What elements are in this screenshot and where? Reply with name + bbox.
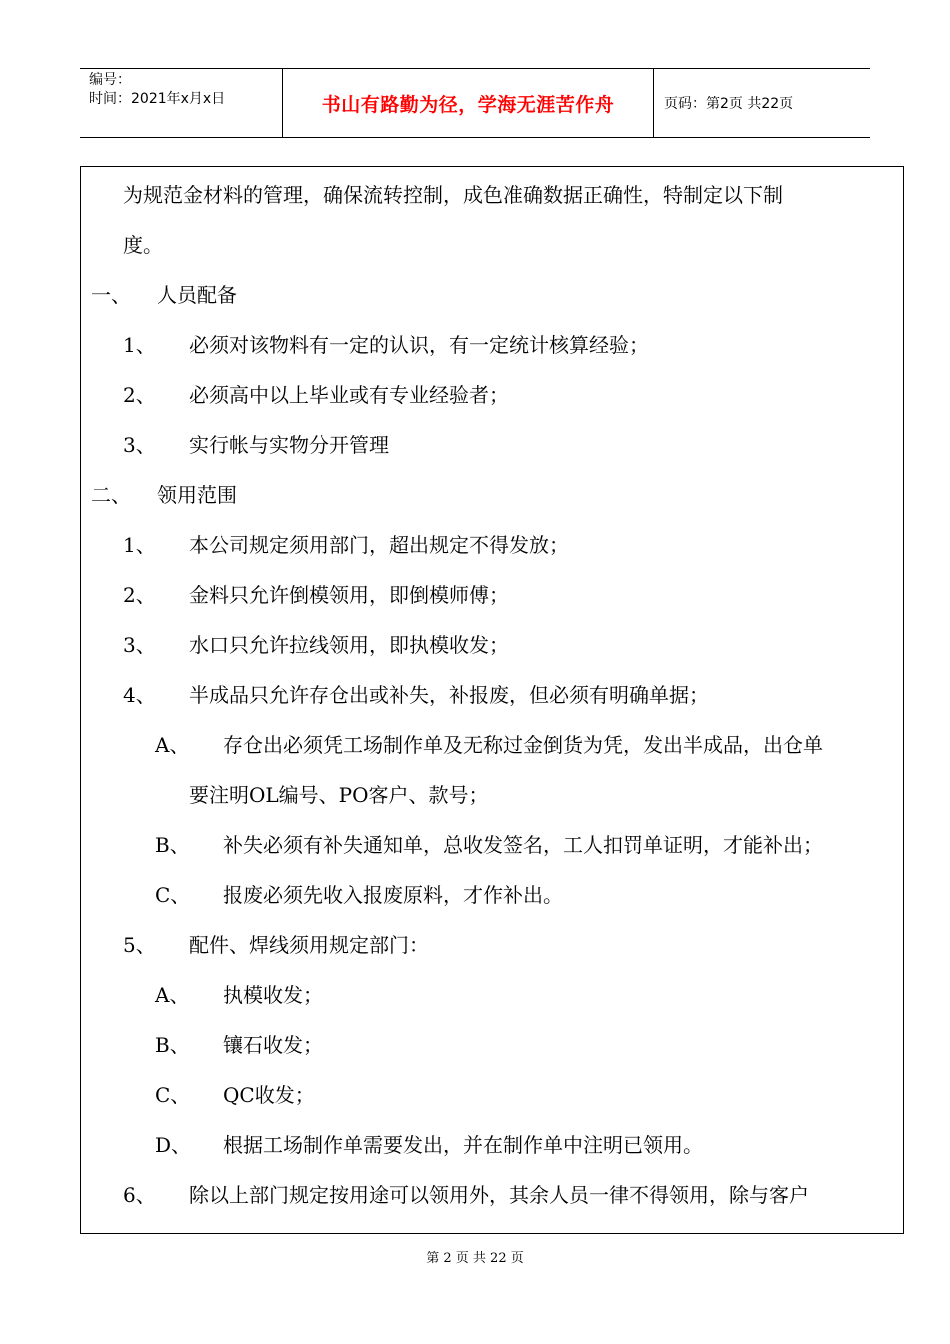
header-page-info: 页码：第2页 共22页 bbox=[664, 96, 794, 112]
section-2-title: 领用范围 bbox=[157, 483, 237, 507]
sub-list-item-continuation: 要注明OL编号、PO客户、款号； bbox=[189, 783, 489, 807]
section-1-number: 一、 bbox=[91, 283, 131, 307]
document-number-label: 编号： bbox=[89, 72, 131, 88]
page-header bbox=[80, 68, 870, 138]
header-meta bbox=[80, 69, 282, 137]
header-motto: 书山有路勤为径，学海无涯苦作舟 bbox=[282, 69, 654, 137]
document-time-label: 时间：2021年x月x日 bbox=[89, 91, 226, 107]
intro-line-1: 为规范金材料的管理，确保流转控制，成色准确数据正确性，特制定以下制 bbox=[123, 183, 783, 207]
page-footer: 第 2 页 共 22 页 bbox=[426, 1251, 524, 1266]
section-2-number: 二、 bbox=[91, 483, 131, 507]
intro-line-2: 度。 bbox=[123, 233, 163, 257]
section-1-title: 人员配备 bbox=[157, 283, 237, 307]
document-body: 为规范金材料的管理，确保流转控制，成色准确数据正确性，特制定以下制 度。 一、 人员配备 1、 必须对该物料有一定的认识，有一定统计核算经验； 2、 必须高中以上毕业或有专业经验者； 3、 实行帐与实物分开管理 二、 领用范围 1、 本公司规定须用部门，超出规定不得发放； 2、 金料只允许倒模领用，即倒模师傅； 3、 水口只允许拉线领用，即执模收发； 4、 半成品只允许存仓出或补失，补报废，但必须有明确单据； A、 存仓出必须凭工场制作单及无称过金倒货为凭，发出半成品，出仓单 要注明OL编号、PO客户、款号； B、 补失必须有补失通知单，总收发签名，工人扣罚单证明，才能补出； C、 报废必须先收入报废原料，才作补出。 5、 配件、焊线须用规定部门： A、 执模收发； B、 镶石收发； C、 QC收发； D、 根据工场制作单需要发出，并在制作单中注明已领用。 6、 除以上部门规定按用途可以领用外，其余人员一律不得领用，除与客户 bbox=[80, 166, 904, 1234]
